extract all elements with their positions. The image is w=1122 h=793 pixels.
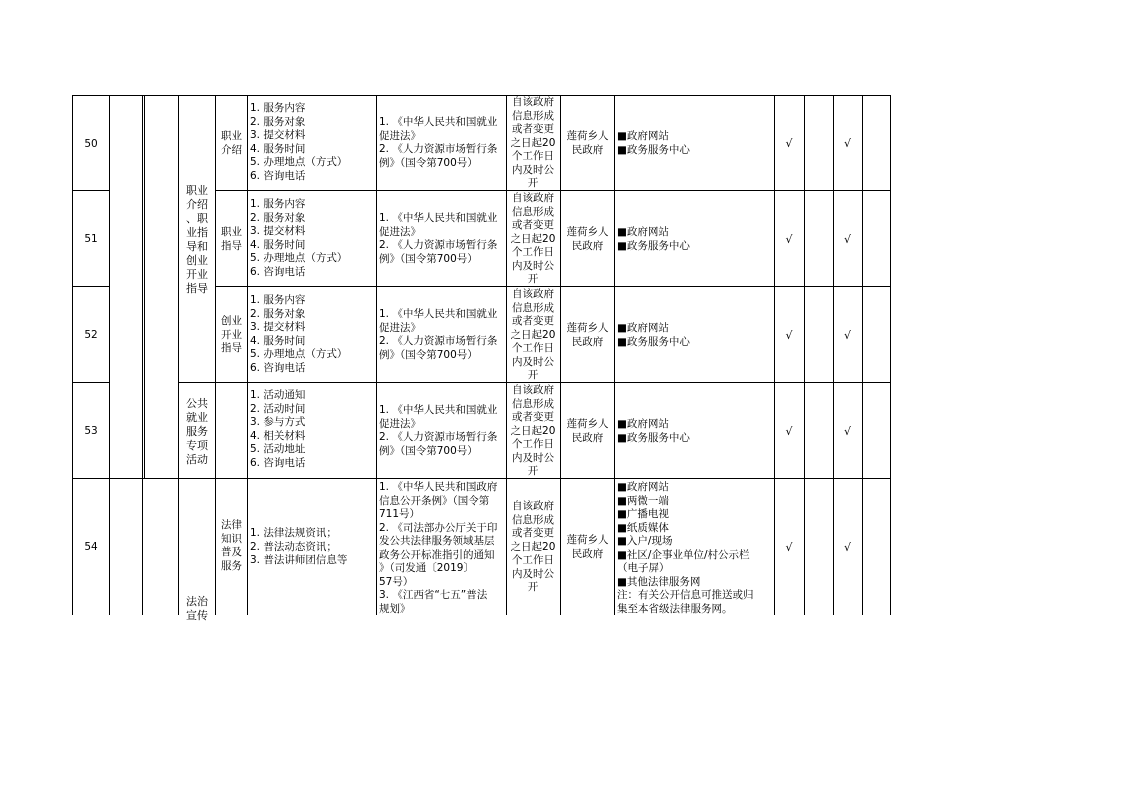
- col-line: [614, 95, 615, 615]
- check-mark: √: [843, 233, 851, 246]
- row-divider: [72, 286, 110, 287]
- check-mark: √: [843, 425, 851, 438]
- check-mark: √: [785, 329, 793, 342]
- group-label: 法治 宣传: [186, 595, 208, 622]
- row-divider: [72, 190, 110, 191]
- col-line: [804, 95, 805, 615]
- row-divider: [72, 382, 110, 383]
- content-list: 1. 服务内容 2. 服务对象 3. 提交材料 4. 服务时间 5. 办理地点（方式） 6. 咨询电话: [250, 198, 348, 278]
- basis-text: 1. 《中华人民共和国就业 促进法》 2. 《人力资源市场暂行条 例》（国令第700号）: [379, 404, 498, 457]
- subject-text: 莲荷乡人 民政府: [566, 534, 609, 560]
- channel-text: ■政府网站 ■政务服务中心: [617, 418, 690, 444]
- col-line: [376, 95, 377, 615]
- col-line: [862, 95, 863, 615]
- col-line: [109, 95, 110, 615]
- table-border-top: [72, 95, 890, 96]
- check-mark: √: [785, 425, 793, 438]
- basis-text: 1. 《中华人民共和国政府 信息公开条例》（国令第 711号） 2. 《司法部办公厅关于印 发公共法律服务领域基层 政务公开标准指引的通知 》（司发通〔2019〕 57号） 3. 《江西省“七五”普法 规划》: [379, 481, 498, 615]
- col-line: [142, 95, 143, 478]
- content-list: 1. 服务内容 2. 服务对象 3. 提交材料 4. 服务时间 5. 办理地点（方式） 6. 咨询电话: [250, 294, 348, 374]
- col-line: [890, 95, 891, 615]
- col-line: [247, 95, 248, 615]
- col-line: [833, 95, 834, 615]
- col-line: [142, 478, 143, 615]
- item-name: 职业 介绍: [221, 130, 242, 156]
- col-line: [774, 95, 775, 615]
- row-number: 53: [84, 425, 98, 437]
- item-name: 法律 知识 普及 服务: [221, 519, 242, 572]
- row-number: 51: [84, 233, 98, 245]
- item-name: 职业 指导: [221, 226, 242, 252]
- subject-text: 莲荷乡人 民政府: [566, 226, 609, 252]
- subject-text: 莲荷乡人 民政府: [566, 322, 609, 348]
- timing-text: 自该政府 信息形成 或者变更 之日起20 个工作日 内及时公 开: [510, 192, 556, 285]
- check-mark: √: [785, 233, 793, 246]
- channel-text: ■政府网站 ■政务服务中心: [617, 130, 690, 156]
- content-list: 1. 服务内容 2. 服务对象 3. 提交材料 4. 服务时间 5. 办理地点（方式） 6. 咨询电话: [250, 102, 348, 182]
- group-label: 公共 就业 服务 专项 活动: [186, 397, 208, 466]
- timing-text: 自该政府 信息形成 或者变更 之日起20 个工作日 内及时公 开: [510, 384, 556, 477]
- col-line: [72, 95, 73, 615]
- check-mark: √: [785, 137, 793, 150]
- timing-text: 自该政府 信息形成 或者变更 之日起20 个工作日 内及时公 开: [510, 96, 556, 189]
- subject-text: 莲荷乡人 民政府: [566, 130, 609, 156]
- row-number: 54: [84, 541, 98, 553]
- channel-text: ■政府网站 ■政务服务中心: [617, 322, 690, 348]
- channel-text: ■政府网站 ■政务服务中心: [617, 226, 690, 252]
- item-name: 创业 开业 指导: [221, 315, 242, 354]
- content-list: 1. 活动通知 2. 活动时间 3. 参与方式 4. 相关材料 5. 活动地址 6. 咨询电话: [250, 389, 306, 469]
- row-number: 52: [84, 329, 98, 341]
- col-line: [178, 95, 179, 615]
- timing-text: 自该政府 信息形成 或者变更 之日起20 个工作日 内及时公 开: [510, 288, 556, 381]
- timing-text: 自该政府 信息形成 或者变更 之日起20 个工作日 内及时公 开: [510, 500, 556, 593]
- subject-text: 莲荷乡人 民政府: [566, 418, 609, 444]
- row-divider: [72, 478, 890, 479]
- check-mark: √: [843, 329, 851, 342]
- basis-text: 1. 《中华人民共和国就业 促进法》 2. 《人力资源市场暂行条 例》（国令第700号）: [379, 308, 498, 361]
- basis-text: 1. 《中华人民共和国就业 促进法》 2. 《人力资源市场暂行条 例》（国令第700号）: [379, 116, 498, 169]
- check-mark: √: [785, 541, 793, 554]
- channel-text: ■政府网站 ■两微一端 ■广播电视 ■纸质媒体 ■入户/现场 ■社区/企事业单位/村公示栏 （电子屏） ■其他法律服务网 注：有关公开信息可推送或归 集至本省级法律服务网。: [617, 481, 754, 615]
- check-mark: √: [843, 541, 851, 554]
- basis-text: 1. 《中华人民共和国就业 促进法》 2. 《人力资源市场暂行条 例》（国令第700号）: [379, 212, 498, 265]
- row-number: 50: [84, 138, 98, 150]
- group-label: 职业 介绍 、职 业指 导和 创业 开业 指导: [186, 184, 208, 295]
- col-line: [144, 95, 145, 478]
- content-list: 1. 法律法规资讯； 2. 普法动态资讯； 3. 普法讲师团信息等: [250, 527, 348, 566]
- check-mark: √: [843, 137, 851, 150]
